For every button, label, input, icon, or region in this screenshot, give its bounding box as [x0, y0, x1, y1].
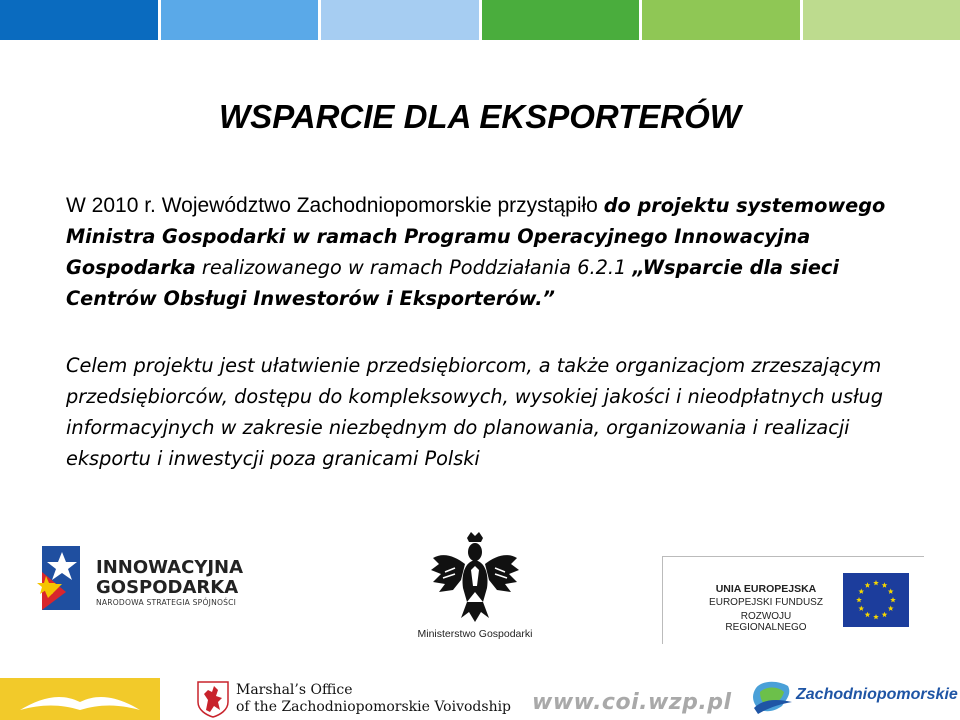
zachodniopomorskie-map-icon: [752, 678, 794, 718]
marshal-office-line2: of the Zachodniopomorskie Voivodship: [236, 699, 512, 715]
intro-text-plain: W 2010 r. Województwo Zachodniopomorskie przystąpiło: [66, 194, 604, 217]
intro-text-project: do projektu systemowego Ministra Gospodarki w ramach Programu Operacyjnego Innowacyjna Gospodarka: [66, 194, 886, 279]
ig-flag-icon: [36, 542, 86, 614]
bird-icon: [0, 678, 160, 720]
griffin-crest-icon: [196, 680, 230, 718]
top-bar-segment-4: [482, 0, 640, 40]
eu-line1: UNIA EUROPEJSKA: [715, 583, 817, 595]
top-bar-segment-3: [321, 0, 479, 40]
slide-title: WSPARCIE DLA EKSPORTERÓW: [219, 98, 741, 135]
top-bar-segment-1: [0, 0, 158, 40]
top-color-bar: [0, 0, 960, 40]
zachodniopomorskie-brand: Zachodniopomorskie: [796, 686, 958, 703]
ig-line2: GOSPODARKA: [96, 577, 239, 598]
intro-text-subaction: realizowanego w ramach Poddziałania 6.2.1: [195, 256, 633, 279]
website-link[interactable]: www.coi.wzp.pl: [532, 690, 732, 715]
eu-flag-icon: [843, 573, 909, 627]
footer-bird-panel: [0, 678, 160, 720]
eu-line2: EUROPEJSKI FUNDUSZ: [709, 597, 823, 608]
marshal-office-line1: Marshal’s Office: [236, 682, 353, 698]
goal-paragraph: Celem projektu jest ułatwienie przedsiębiorcom, a także organizacjom zrzeszającym przedsiębiorców, dostępu do kompleksowych, wysokiej jakości i nieodpłatnych usług informacyjnych w zakresie niezbędnym do planowania, organizowania i realizacji eksportu i inwestycji poza granicami Polski: [66, 354, 884, 470]
ig-line3: NARODOWA STRATEGIA SPÓJNOŚCI: [96, 598, 237, 607]
top-bar-segment-6: [803, 0, 960, 40]
innowacyjna-gospodarka-logo: [36, 540, 266, 620]
eu-line3: ROZWOJU REGIONALNEGO: [725, 611, 807, 633]
polish-eagle-emblem-icon: [425, 530, 525, 625]
intro-text-quote: „Wsparcie dla sieci Centrów Obsługi Inwestorów i Eksporterów.”: [66, 256, 839, 310]
intro-paragraph: [66, 190, 916, 314]
top-bar-segment-5: [642, 0, 800, 40]
top-bar-segment-2: [161, 0, 319, 40]
ig-line1: INNOWACYJNA: [96, 557, 244, 578]
ministry-label: Ministerstwo Gospodarki: [417, 628, 533, 640]
